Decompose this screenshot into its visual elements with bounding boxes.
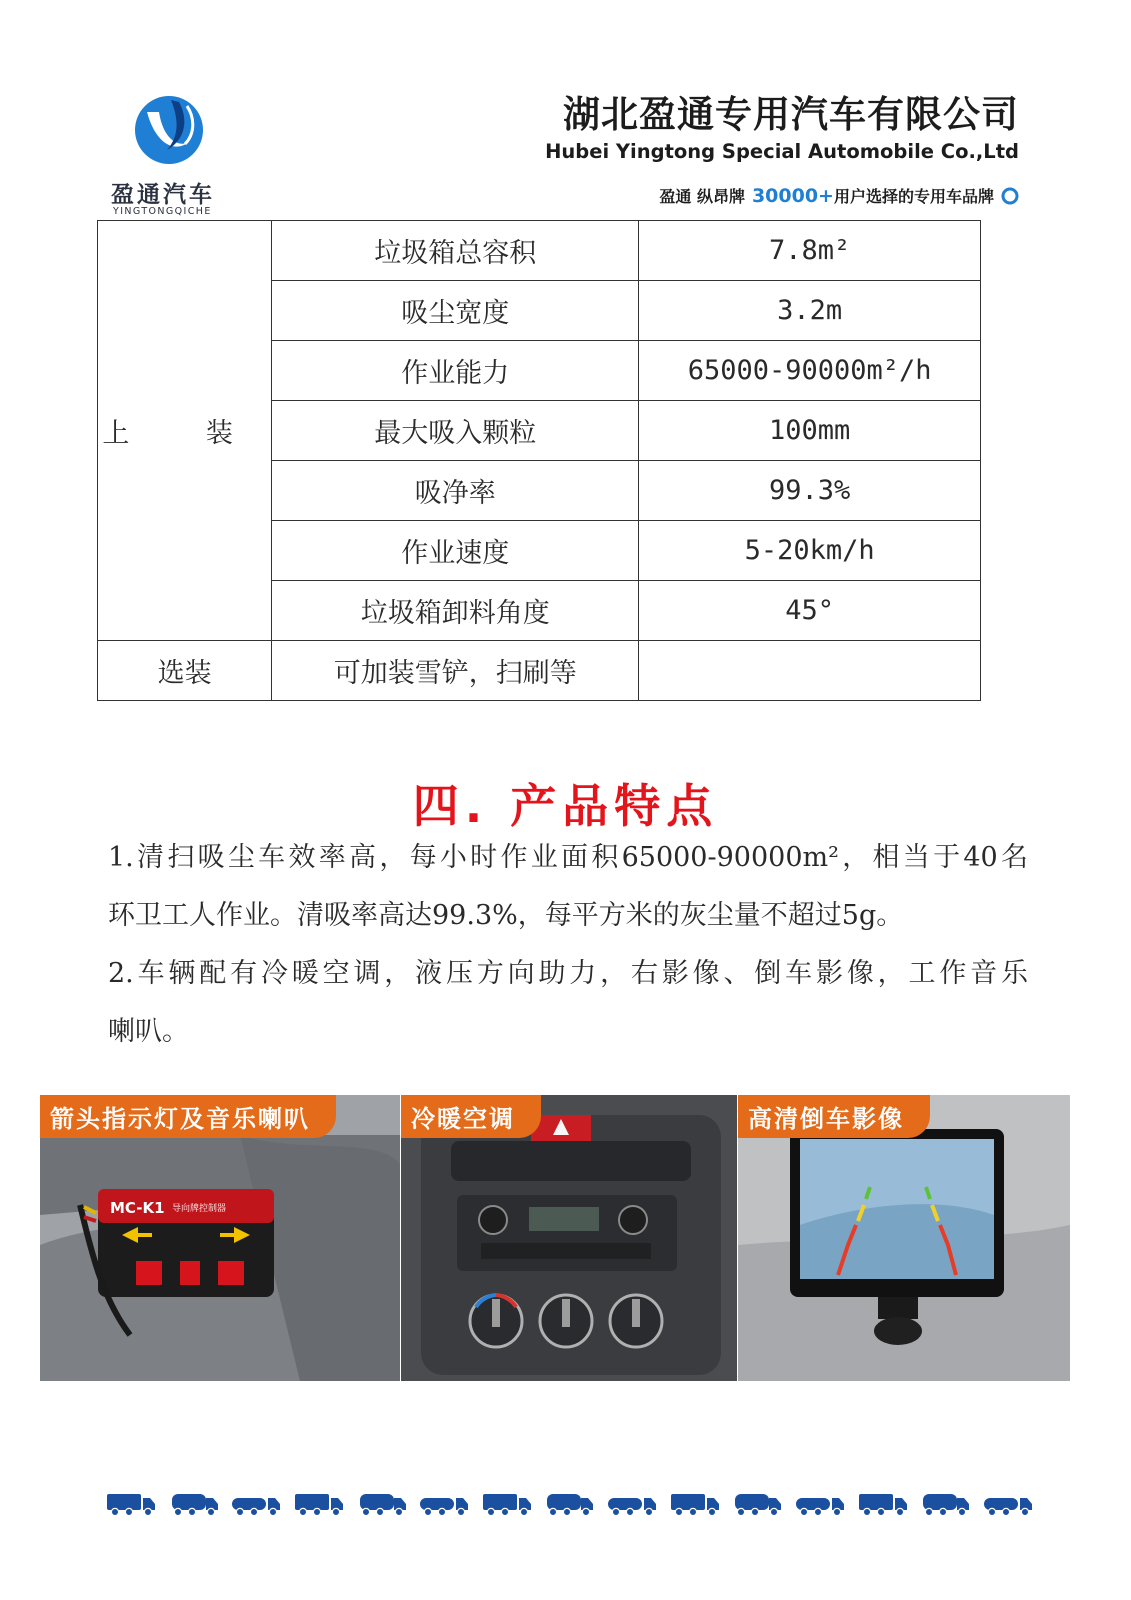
truck-icon xyxy=(984,1490,1032,1516)
spec-value: 100mm xyxy=(639,401,981,461)
category-cell: 上 装 xyxy=(98,221,272,641)
photo-label: 冷暖空调 xyxy=(401,1095,541,1138)
photo-arrow-light-controller xyxy=(40,1095,400,1381)
feature-paragraph-2-line-1: 2.车辆配有冷暖空调，液压方向助力，右影像、倒车影像，工作音乐 xyxy=(108,958,1028,989)
truck-icon xyxy=(921,1490,969,1516)
truck-icon xyxy=(608,1490,656,1516)
truck-icon xyxy=(107,1490,155,1516)
truck-icon xyxy=(295,1490,343,1516)
feature-paragraph-1-line-1: 1.清扫吸尘车效率高，每小时作业面积65000-90000m²，相当于40名 xyxy=(108,842,1028,873)
photo-label: 高清倒车影像 xyxy=(738,1095,930,1138)
logo-english-text: YINGTONGQICHE xyxy=(113,206,212,217)
spec-name: 垃圾箱卸料角度 xyxy=(272,581,639,641)
photo-reverse-camera xyxy=(738,1095,1070,1381)
spec-name: 吸尘宽度 xyxy=(272,281,639,341)
spec-value: 3.2m xyxy=(639,281,981,341)
truck-icon xyxy=(733,1490,781,1516)
refresh-icon xyxy=(1001,187,1019,205)
spec-value: 99.3% xyxy=(639,461,981,521)
spec-table xyxy=(97,220,981,701)
spec-value: 7.8m² xyxy=(639,221,981,281)
section-title: 四. 产品特点 xyxy=(412,779,719,833)
truck-icon xyxy=(859,1490,907,1516)
photo-label: 箭头指示灯及音乐喇叭 xyxy=(40,1095,336,1138)
truck-icon xyxy=(796,1490,844,1516)
spec-name: 作业能力 xyxy=(272,341,639,401)
table-row xyxy=(98,641,981,701)
device-model-text: MC-K1 xyxy=(110,1199,165,1217)
page-header xyxy=(107,84,1025,218)
slogan-number: 30000+ xyxy=(751,184,834,207)
truck-icon xyxy=(671,1490,719,1516)
spec-name: 吸净率 xyxy=(272,461,639,521)
slogan-brand: 盈通 纵昂牌 xyxy=(659,187,745,206)
feature-paragraph-2-line-2: 喇叭。 xyxy=(108,1016,189,1047)
spec-value: 45° xyxy=(639,581,981,641)
logo-chinese-text: 盈通汽车 xyxy=(111,182,215,208)
spec-name: 作业速度 xyxy=(272,521,639,581)
company-name-chinese: 湖北盈通专用汽车有限公司 xyxy=(563,93,1019,136)
truck-icon xyxy=(483,1490,531,1516)
device-subtitle-text: 导向牌控制器 xyxy=(172,1204,227,1214)
truck-icon xyxy=(232,1490,280,1516)
spec-name: 可加装雪铲，扫刷等 xyxy=(272,641,639,701)
spec-name: 最大吸入颗粒 xyxy=(272,401,639,461)
spec-value: 65000-90000m²/h xyxy=(639,341,981,401)
photo-air-conditioning xyxy=(401,1095,737,1381)
feature-paragraph-1-line-2: 环卫工人作业。清吸率高达99.3%，每平方米的灰尘量不超过5g。 xyxy=(108,900,904,931)
category-cell: 选装 xyxy=(98,641,272,701)
footer-truck-icons xyxy=(107,1482,1032,1516)
truck-icon xyxy=(545,1490,593,1516)
truck-icon xyxy=(420,1490,468,1516)
slogan-text: 用户选择的专用车品牌 xyxy=(833,187,994,206)
spec-value: 5-20km/h xyxy=(639,521,981,581)
logo-mark-icon xyxy=(127,90,211,174)
spec-value xyxy=(639,641,981,701)
table-row xyxy=(98,221,981,281)
truck-icon xyxy=(170,1490,218,1516)
company-name-english: Hubei Yingtong Special Automobile Co.,Ltd xyxy=(545,140,1019,163)
spec-name: 垃圾箱总容积 xyxy=(272,221,639,281)
truck-icon xyxy=(358,1490,406,1516)
brand-slogan xyxy=(659,184,1019,207)
company-logo xyxy=(107,84,237,218)
